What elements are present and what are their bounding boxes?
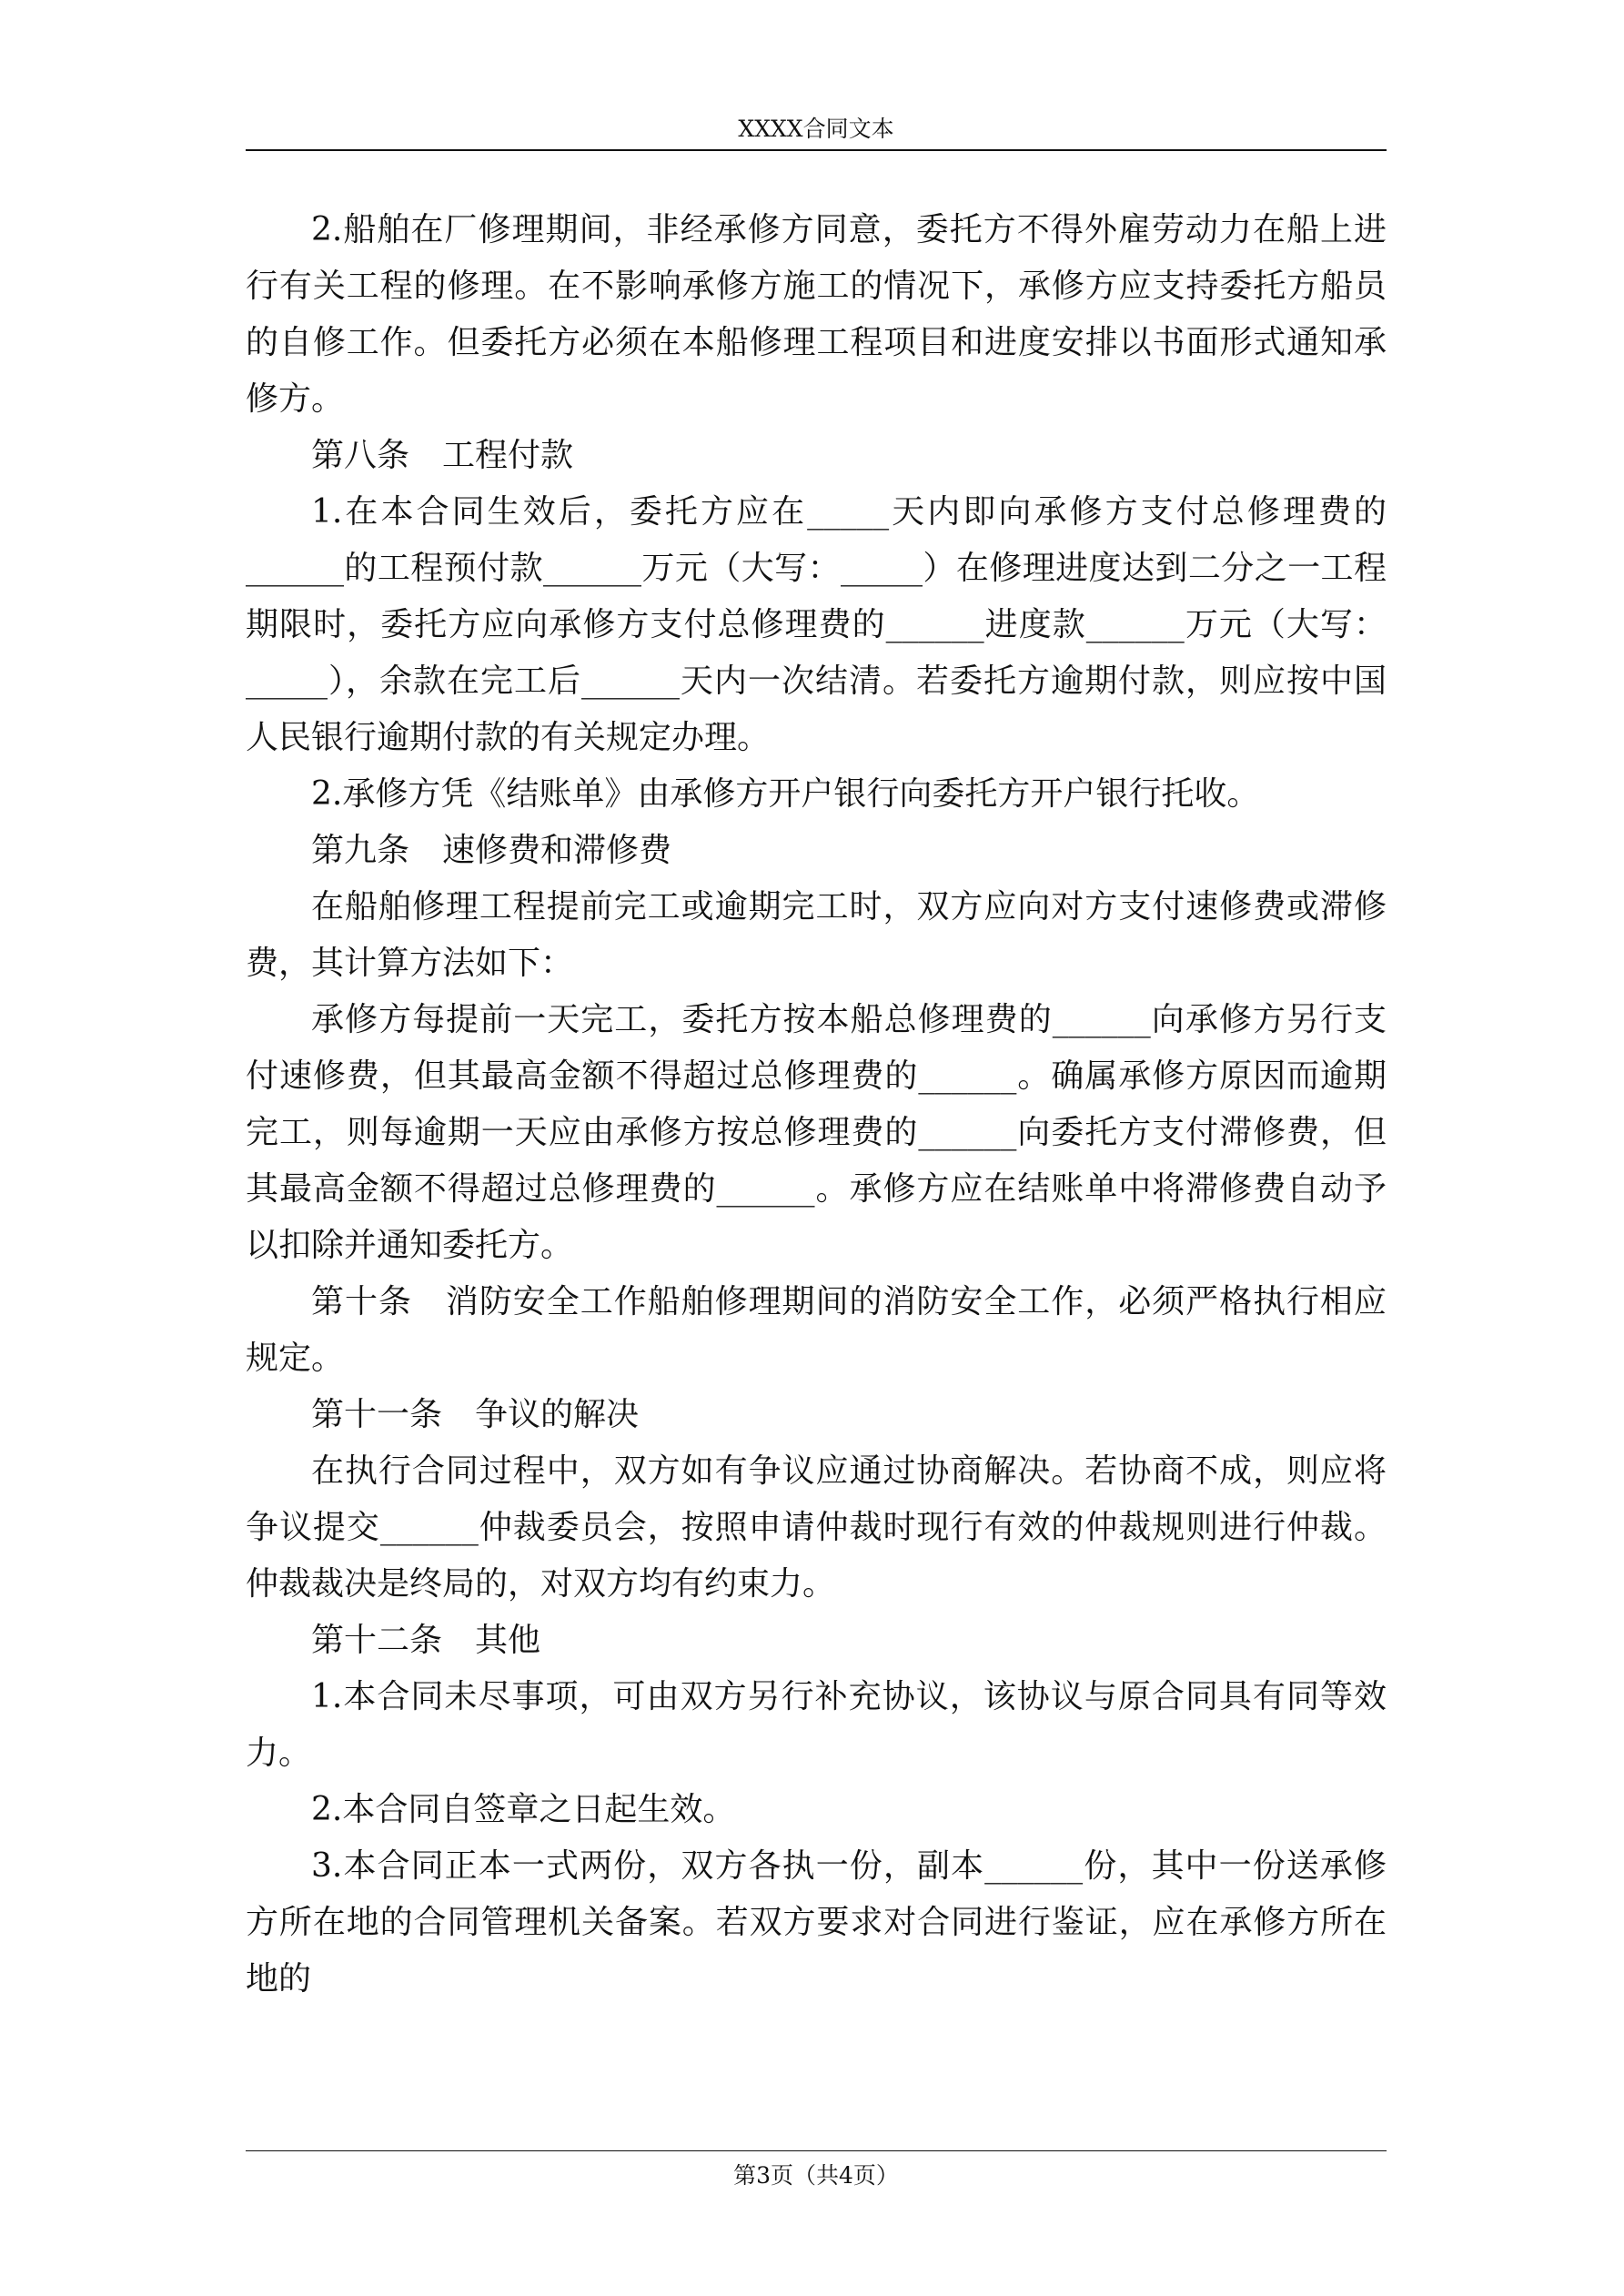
footer-divider — [246, 2150, 1387, 2151]
paragraph-12-2: 2.本合同自签章之日起生效。 — [311, 1791, 736, 1828]
paragraph-11-body: 在执行合同过程中，双方如有争议应通过协商解决。若协商不成，则应将争议提交______仲裁委员会，按照申请仲裁时现行有效的仲裁规则进行仲裁。仲裁裁决是终局的，对双方均有约束力。 — [246, 1452, 1387, 1603]
article-11-heading: 第十一条 争议的解决 — [311, 1396, 640, 1433]
paragraph-12-1: 1.本合同未尽事项，可由双方另行补充协议，该协议与原合同具有同等效力。 — [246, 1678, 1387, 1772]
article-12-heading: 第十二条 其他 — [311, 1622, 541, 1659]
paragraph-7-2: 2.船舶在厂修理期间，非经承修方同意，委托方不得外雇劳动力在船上进行有关工程的修理。在不影响承修方施工的情况下，承修方应支持委托方船员的自修工作。但委托方必须在本船修理工程项目和进度安排以书面形式通知承修方。 — [246, 211, 1387, 418]
article-8-heading: 第八条 工程付款 — [311, 437, 574, 474]
article-9-heading: 第九条 速修费和滞修费 — [311, 832, 672, 869]
paragraph-9-calculation: 承修方每提前一天完工，委托方按本船总修理费的______向承修方另行支付速修费，但其最高金额不得超过总修理费的______。确属承修方原因而逾期完工，则每逾期一天应由承修方按总修理费的______向委托方支付滞修费，但其最高金额不得超过总修理费的______。承修方应在结账单中将滞修费自动予以扣除并通知委托方。 — [246, 1001, 1387, 1264]
header-divider — [246, 149, 1387, 151]
page-number: 第3页（共4页） — [733, 2162, 899, 2189]
paragraph-12-3: 3.本合同正本一式两份，双方各执一份，副本______份，其中一份送承修方所在地的合同管理机关备案。若双方要求对合同进行鉴证，应在承修方所在地的 — [246, 1847, 1387, 1998]
document-body — [246, 202, 1387, 2008]
paragraph-8-1: 1.在本合同生效后，委托方应在_____天内即向承修方支付总修理费的______的工程预付款______万元（大写：_____）在修理进度达到二分之一工程期限时，委托方应向承修方支付总修理费的______进度款______万元（大写：_____），余款在完工后______天内一次结清。若委托方逾期付款，则应按中国人民银行逾期付款的有关规定办理。 — [246, 493, 1387, 756]
paragraph-9-intro: 在船舶修理工程提前完工或逾期完工时，双方应向对方支付速修费或滞修费，其计算方法如下： — [246, 888, 1387, 982]
paragraph-8-2: 2.承修方凭《结账单》由承修方开户银行向委托方开户银行托收。 — [311, 775, 1260, 813]
article-10: 第十条 消防安全工作船舶修理期间的消防安全工作，必须严格执行相应规定。 — [246, 1283, 1387, 1377]
header-title: XXXX合同文本 — [738, 116, 894, 142]
